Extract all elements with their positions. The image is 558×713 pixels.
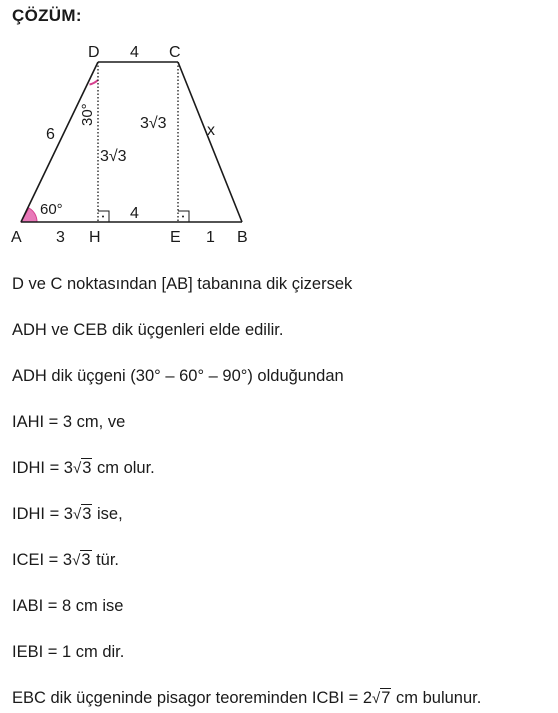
vertex-d-label: D [88, 44, 100, 61]
ah-length-label: 3 [56, 229, 65, 246]
bc-length-label: x [207, 122, 215, 139]
he-length-label: 4 [130, 205, 139, 222]
solution-line-5 [12, 459, 155, 478]
solution-line-9-text: IEBI = 1 cm dir. [12, 643, 125, 661]
solution-line-1-text: D ve C noktasından [AB] tabanına dik çizersek [12, 275, 353, 293]
right-angle-e-mark [178, 211, 189, 222]
angle-a-label: 60° [40, 201, 63, 218]
sqrt-symbol: √3 [72, 459, 92, 477]
solution-line-6-pre: IDHI = 3 [12, 505, 73, 523]
sqrt-symbol: √3 [72, 505, 92, 523]
sqrt-radicand: 7 [381, 689, 391, 707]
trapezoid-figure [0, 0, 300, 250]
eb-length-label: 1 [206, 229, 215, 246]
vertex-b-label: B [237, 229, 248, 246]
vertex-a-label: A [11, 229, 22, 246]
sqrt-radicand: 3 [82, 505, 92, 523]
vertex-h-label: H [89, 229, 101, 246]
right-angle-h-mark [98, 211, 109, 222]
solution-line-6 [12, 505, 123, 524]
sqrt-symbol: √3 [72, 551, 91, 569]
vertex-e-label: E [170, 229, 181, 246]
sqrt-radicand: 3 [82, 459, 92, 477]
angle-a-mark [21, 208, 37, 222]
solution-line-5-post: cm olur. [92, 459, 155, 477]
solution-line-3-text: ADH dik üçgeni (30° – 60° – 90°) olduğundan [12, 367, 344, 385]
angle-d-label: 30° [79, 103, 96, 126]
ce-length-label: 3√3 [140, 115, 167, 132]
solution-line-5-pre: IDHI = 3 [12, 459, 73, 477]
solution-line-7-post: tür. [91, 551, 120, 569]
solution-line-2-text: ADH ve CEB dik üçgenleri elde edilir. [12, 321, 284, 339]
solution-line-6-post: ise, [92, 505, 123, 523]
solution-line-8-text: IABI = 8 cm ise [12, 597, 124, 615]
angle-d-mark [90, 80, 99, 85]
solution-heading: ÇÖZÜM: [12, 6, 82, 25]
solution-line-1 [12, 275, 352, 294]
dh-length-label: 3√3 [100, 148, 127, 165]
sqrt-radicand: 3 [81, 551, 91, 569]
sqrt-symbol: √7 [372, 689, 391, 707]
solution-line-10 [12, 689, 481, 708]
dc-length-label: 4 [130, 44, 139, 61]
ad-length-label: 6 [46, 126, 55, 143]
solution-line-10-post: cm bulunur. [391, 689, 482, 707]
side-cb [178, 62, 242, 222]
side-ad [21, 62, 98, 222]
vertex-c-label: C [169, 44, 181, 61]
solution-line-3 [12, 367, 344, 386]
solution-line-8 [12, 597, 123, 616]
solution-line-7 [12, 551, 119, 570]
solution-line-7-pre: ICEI = 3 [12, 551, 73, 569]
solution-line-9 [12, 643, 124, 662]
solution-line-4 [12, 413, 125, 432]
solution-line-2 [12, 321, 283, 340]
solution-line-10-pre: EBC dik üçgeninde pisagor teoreminden ICBI = 2 [12, 689, 373, 707]
solution-line-4-text: IAHI = 3 cm, ve [12, 413, 126, 431]
